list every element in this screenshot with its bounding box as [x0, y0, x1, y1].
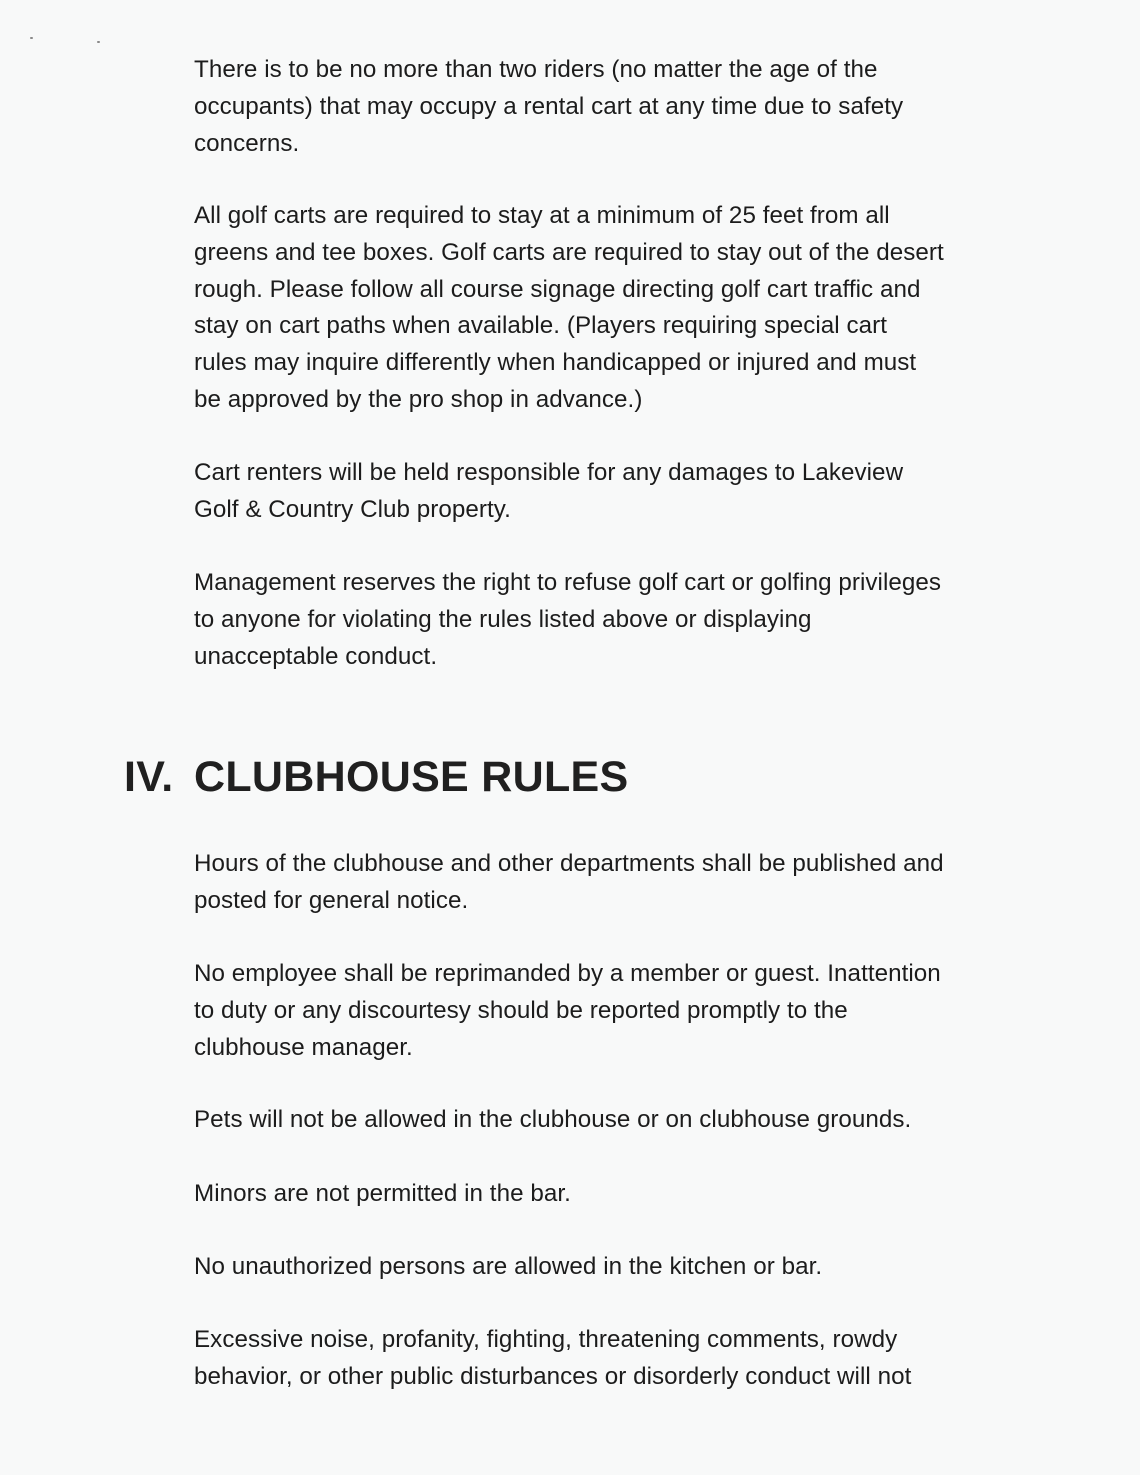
paragraph-unauthorized-persons: No unauthorized persons are allowed in the kitchen or bar.	[194, 1253, 823, 1280]
paragraph-clubhouse-hours: Hours of the clubhouse and other departments shall be published and posted for general notice.	[194, 850, 944, 914]
paragraph-management-rights: Management reserves the right to refuse golf cart or golfing privileges to anyone for violating the rules listed above or displaying unacceptable conduct.	[194, 569, 942, 670]
paragraph-cart-damages: Cart renters will be held responsible for any damages to Lakeview Golf & Country Club property.	[194, 459, 904, 523]
scan-speck	[97, 41, 100, 43]
paragraph-minors-policy: Minors are not permitted in the bar.	[194, 1180, 571, 1207]
paragraph-rider-limit: There is to be no more than two riders (no matter the age of the occupants) that may occupy a rental cart at any time due to safety concerns.	[194, 56, 904, 157]
paragraph-disorderly-conduct: Excessive noise, profanity, fighting, threatening comments, rowdy behavior, or other public disturbances or disorderly conduct will not	[194, 1326, 912, 1390]
paragraph-pets-policy: Pets will not be allowed in the clubhouse or on clubhouse grounds.	[194, 1106, 912, 1133]
paragraph-cart-distance-rules: All golf carts are required to stay at a minimum of 25 feet from all greens and tee boxes. Golf carts are required to stay out of the desert rough. Please follow all course signage directing golf cart traffic and stay on cart paths when available. (Players requiring special cart rules may inquire differently when handicapped or injured and must be approved by the pro shop in advance.)	[194, 202, 944, 413]
section-title: CLUBHOUSE RULES	[194, 753, 629, 801]
scan-speck	[30, 37, 33, 39]
paragraph-employee-conduct: No employee shall be reprimanded by a member or guest. Inattention to duty or any discourtesy should be reported promptly to the clubhouse manager.	[194, 960, 941, 1061]
section-heading	[124, 752, 629, 802]
section-numeral: IV.	[124, 753, 174, 801]
